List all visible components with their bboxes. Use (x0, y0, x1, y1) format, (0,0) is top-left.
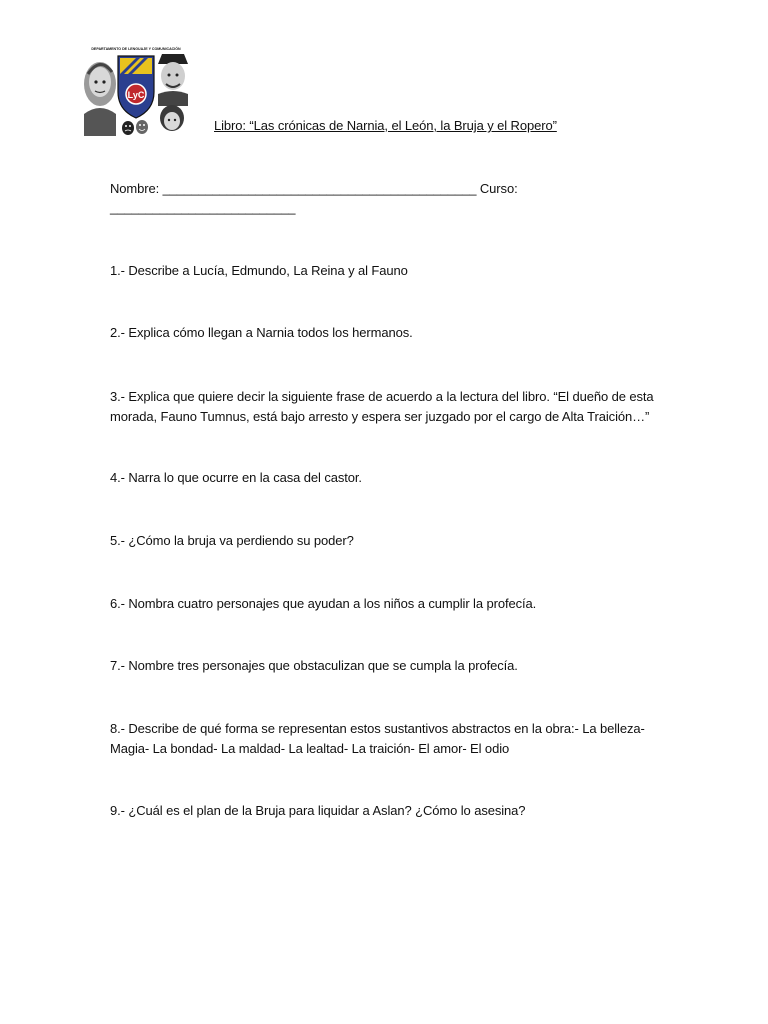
department-logo (80, 44, 190, 136)
question-6: 6.- Nombra cuatro personajes que ayudan a los niños a cumplir la profecía. (110, 596, 537, 611)
curso-blank-line: __________________________ (110, 200, 296, 215)
question-1: 1.- Describe a Lucía, Edmundo, La Reina y al Fauno (110, 263, 408, 278)
question-7: 7.- Nombre tres personajes que obstaculizan que se cumpla la profecía. (110, 658, 518, 673)
question-9: 9.- ¿Cuál es el plan de la Bruja para liquidar a Aslan? ¿Cómo lo asesina? (110, 803, 526, 818)
question-3: 3.- Explica que quiere decir la siguiente frase de acuerdo a la lectura del libro. “El dueño de esta morada, Fauno Tumnus, está bajo arresto y espera ser juzgado por el cargo de Alta Traición…” (110, 389, 654, 424)
nombre-curso-field: Nombre: ____________________________________________ Curso: (110, 181, 518, 196)
logo-badge: LyC (127, 90, 145, 100)
question-5: 5.- ¿Cómo la bruja va perdiendo su poder? (110, 533, 354, 548)
question-8: 8.- Describe de qué forma se representan estos sustantivos abstractos en la obra:- La belleza- Magia- La bondad- La maldad- La lealtad- La traición- El amor- El odio (110, 721, 645, 756)
department-logo-icon (80, 44, 190, 136)
book-title: Libro: “Las crónicas de Narnia, el León, la Bruja y el Ropero” (214, 118, 557, 133)
question-4: 4.- Narra lo que ocurre en la casa del castor. (110, 470, 362, 485)
question-2: 2.- Explica cómo llegan a Narnia todos los hermanos. (110, 325, 413, 340)
logo-department-text: DEPARTAMENTO DE LENGUAJE Y COMUNICACIÓN (91, 47, 181, 51)
